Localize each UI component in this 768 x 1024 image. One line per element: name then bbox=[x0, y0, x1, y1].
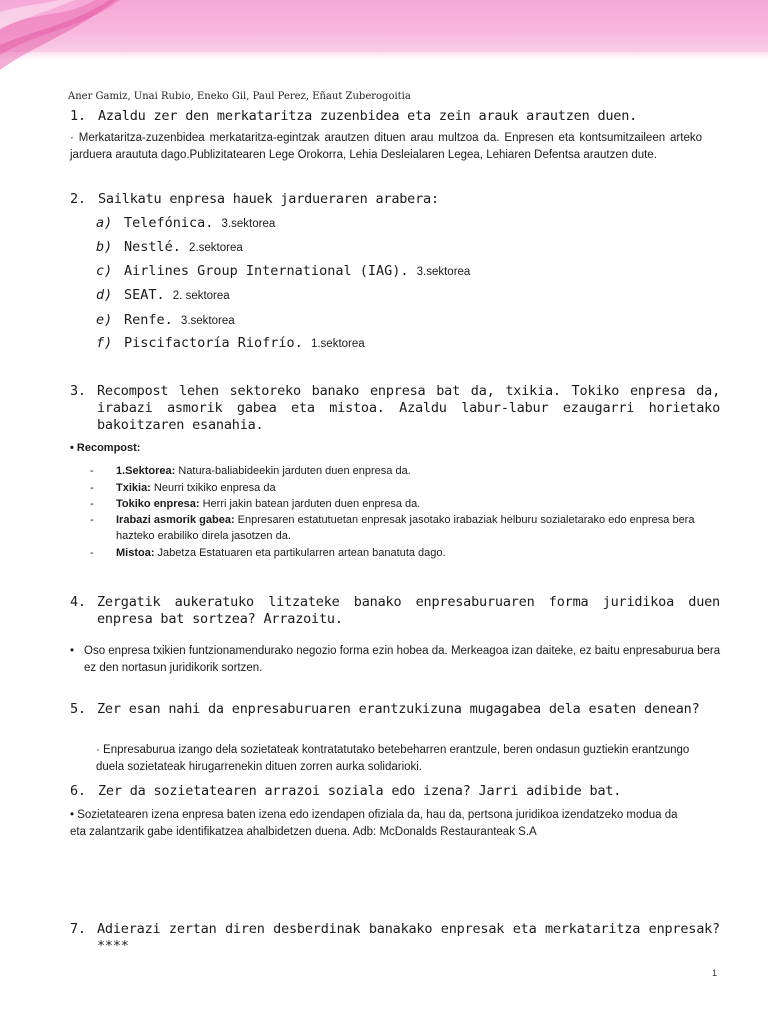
option-sector: 2.sektorea bbox=[189, 242, 243, 254]
item-text: Herri jakin batean jarduten duen enpresa da. bbox=[199, 498, 421, 510]
item-text: Neurri txikiko enpresa da bbox=[150, 482, 276, 494]
bullet-dot: • bbox=[70, 645, 75, 657]
bullet-dash: - bbox=[90, 514, 94, 526]
option-name: Airlines Group International (IAG). bbox=[124, 263, 409, 279]
question-text: Zergatik aukeratuko litzateke banako enpresaburuaren forma juridikoa duen enpresa bat sortzea? Arrazoitu. bbox=[97, 594, 720, 627]
question-text: Adierazi zertan diren desberdinak banakako enpresak eta merkataritza enpresak?**** bbox=[97, 921, 720, 954]
option-b bbox=[96, 239, 243, 255]
option-name: Telefónica. bbox=[124, 215, 214, 231]
option-d bbox=[96, 287, 230, 303]
option-letter: e) bbox=[96, 312, 113, 328]
list-item bbox=[90, 496, 696, 512]
option-name: Nestlé. bbox=[124, 239, 181, 255]
answer-4 bbox=[84, 643, 724, 677]
question-text: Zer da sozietatearen arrazoi soziala edo izena? Jarri adibide bat. bbox=[98, 783, 622, 799]
answer-text: Oso enpresa txikien funtzionamendurako negozio forma ezin hobea da. Merkeagoa izan daiteke, ez baitu enpresaburua bera ez den nortasun juridikorik sortzen. bbox=[84, 645, 721, 674]
answer-1: · Merkataritza-zuzenbidea merkataritza-egintzak arautzen dituen arau multzoa da. Enpresen eta kontsumitzaileen arteko jarduera araututa dago.Publizitatearen Lege Orokorra, Lehia Desleialaren Legea, Lehiaren Defentsa arautzen dute. bbox=[70, 132, 702, 161]
question-number: 7. bbox=[70, 921, 86, 937]
option-letter: a) bbox=[96, 215, 113, 231]
item-text: Enpresaren estatutuetan enpresak jasotako irabaziak helburu sozialetarako edo enpresa bera hazteko erabiliko direla jasotzen da. bbox=[116, 514, 695, 542]
list-item bbox=[90, 463, 696, 479]
question-number: 6. bbox=[70, 783, 86, 799]
option-sector: 2. sektorea bbox=[172, 290, 230, 302]
authors-line: Aner Gamiz, Unai Rubio, Eneko Gil, Paul Perez, Eñaut Zuberogoitia bbox=[68, 91, 411, 102]
question-1 bbox=[70, 108, 637, 124]
option-f bbox=[96, 335, 365, 351]
answer-5: · Enpresaburua izango dela sozietateak kontratatutako betebeharren erantzule, beren ondasun guztiekin erantzungo duela sozietateak hirugarrenekin dituen zorren aurka solidarioki. bbox=[96, 744, 690, 773]
question-number: 4. bbox=[70, 594, 86, 610]
question-text: Azaldu zer den merkataritza zuzenbidea eta zein arauk arautzen duen. bbox=[98, 108, 638, 124]
list-item bbox=[90, 480, 696, 496]
question-2 bbox=[70, 191, 439, 207]
question-number: 3. bbox=[70, 383, 86, 399]
option-letter: b) bbox=[96, 239, 113, 255]
option-name: SEAT. bbox=[124, 287, 165, 303]
option-name: Piscifactoría Riofrío. bbox=[124, 335, 303, 351]
option-e bbox=[96, 312, 235, 328]
question-text: Sailkatu enpresa hauek jardueraren arabera: bbox=[98, 191, 439, 207]
option-letter: d) bbox=[96, 287, 113, 303]
question-4 bbox=[70, 594, 720, 628]
question-3 bbox=[70, 383, 720, 434]
bullet-dash: - bbox=[90, 547, 94, 559]
question-number: 5. bbox=[70, 701, 86, 717]
question-6 bbox=[70, 783, 621, 799]
answer-3-intro: • Recompost: bbox=[70, 442, 141, 454]
bullet-dash: - bbox=[90, 465, 94, 477]
item-label: 1.Sektorea: bbox=[116, 465, 176, 477]
item-label: Irabazi asmorik gabea: bbox=[116, 514, 235, 526]
question-text: Zer esan nahi da enpresaburuaren erantzukizuna mugagabea dela esaten denean? bbox=[97, 701, 700, 717]
answer-6: • Sozietatearen izena enpresa baten izena edo izendapen ofiziala da, hau da, pertsona juridikoa izendatzeko modua da eta zalantzarik gabe identifikatzea ahalbidetzen duena. Adb: McDonalds Restauranteak S.A bbox=[70, 809, 678, 838]
bullet-dash: - bbox=[90, 482, 94, 494]
option-sector: 3.sektorea bbox=[416, 266, 471, 278]
item-text: Jabetza Estatuaren eta partikularren artean banatuta dago. bbox=[154, 547, 446, 559]
option-a bbox=[96, 215, 275, 231]
option-name: Renfe. bbox=[124, 312, 173, 328]
item-label: Txikia: bbox=[116, 482, 151, 494]
list-item bbox=[90, 545, 696, 561]
option-sector: 3.sektorea bbox=[221, 218, 276, 230]
option-c bbox=[96, 263, 470, 279]
question-number: 2. bbox=[70, 191, 86, 207]
header-swoosh-decoration bbox=[0, 0, 120, 80]
option-sector: 3.sektorea bbox=[180, 315, 235, 327]
question-text: Recompost lehen sektoreko banako enpresa bat da, txikia. Tokiko enpresa da, irabazi asmorik gabea eta mistoa. Azaldu labur-labur ezaugarri horietako bakoitzaren esanahia. bbox=[97, 383, 720, 433]
item-label: Tokiko enpresa: bbox=[116, 498, 200, 510]
option-sector: 1.sektorea bbox=[310, 338, 365, 350]
page-number: 1 bbox=[712, 968, 718, 978]
list-item bbox=[90, 512, 696, 544]
item-text: Natura-baliabideekin jarduten duen enpresa da. bbox=[175, 465, 411, 477]
question-5 bbox=[70, 701, 720, 718]
question-7 bbox=[70, 921, 720, 955]
bullet-dash: - bbox=[90, 498, 94, 510]
item-label: Mistoa: bbox=[116, 547, 155, 559]
question-number: 1. bbox=[70, 108, 86, 124]
option-letter: f) bbox=[96, 335, 113, 351]
option-letter: c) bbox=[96, 263, 113, 279]
